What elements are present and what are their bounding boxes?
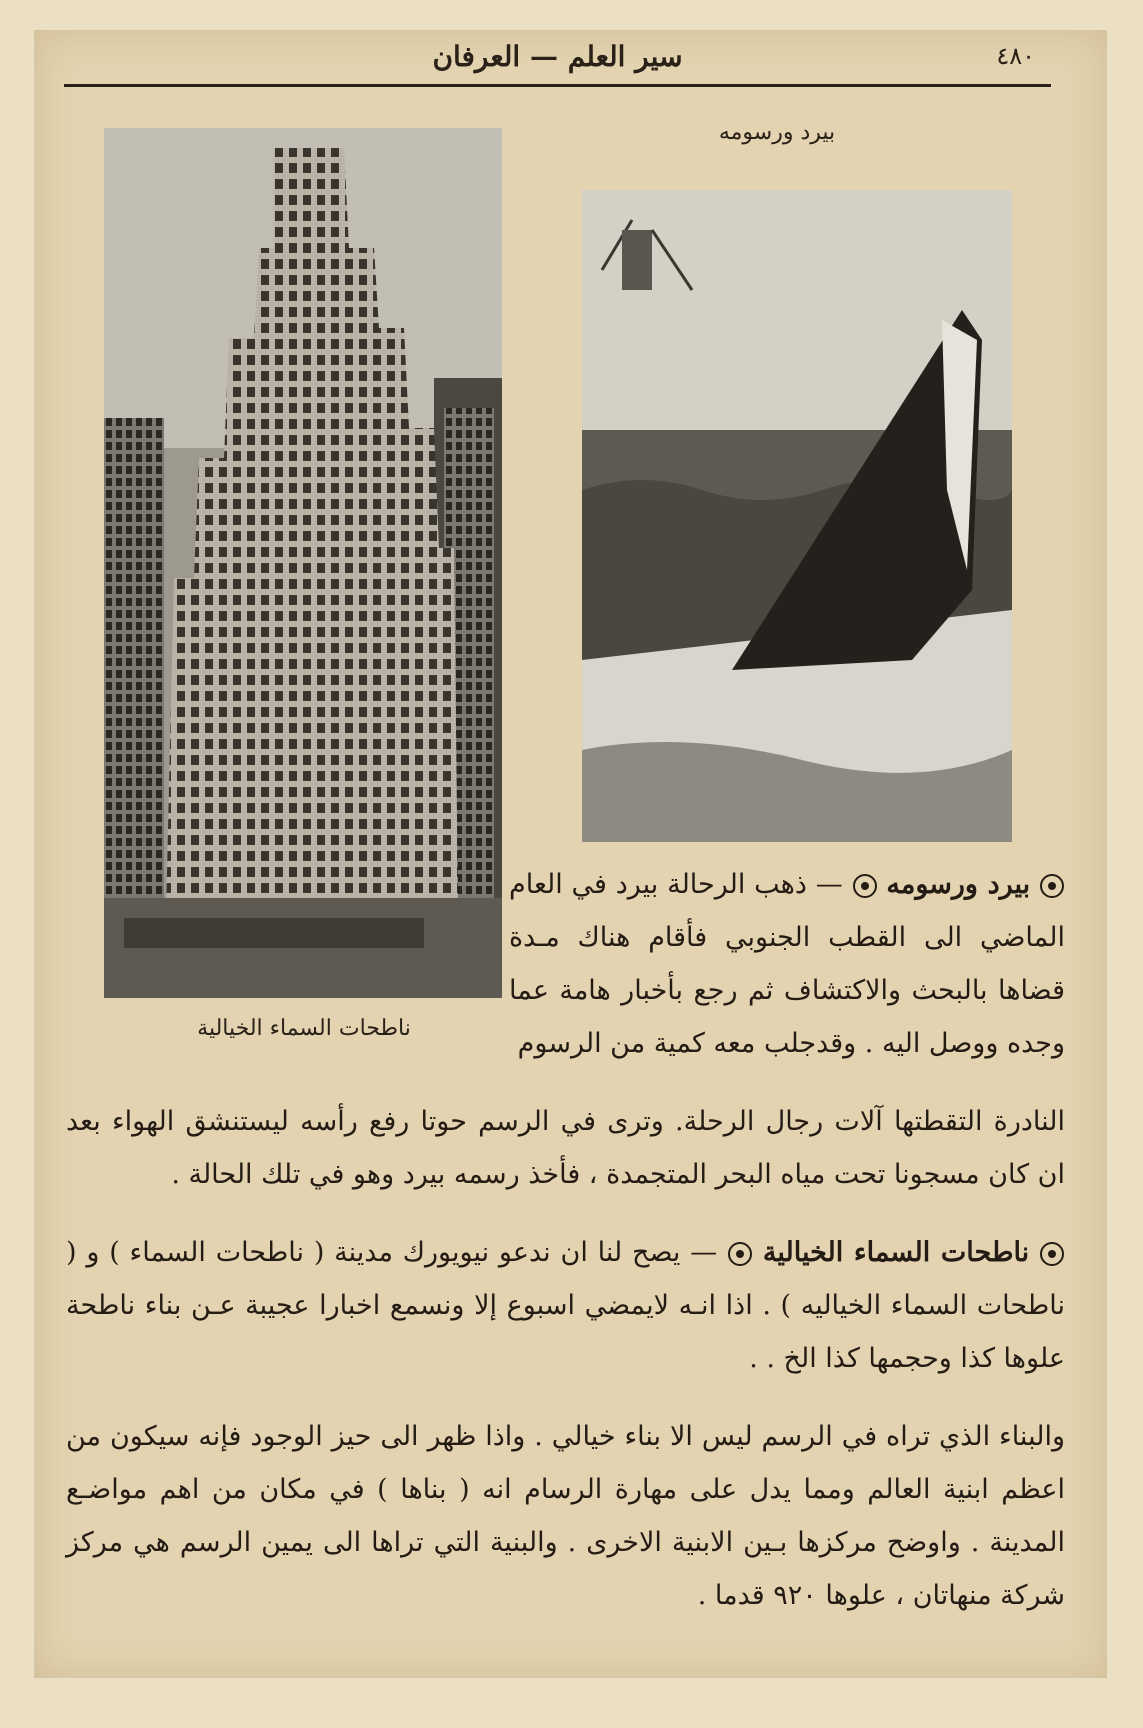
whale-photo-caption: بيرد ورسومه — [718, 120, 836, 145]
flower-ornament-icon — [1039, 1241, 1065, 1267]
flower-ornament-icon — [1039, 873, 1065, 899]
byrd-heading: بيرد ورسومه — [886, 869, 1031, 900]
page-number: ٤٨٠ — [996, 42, 1035, 70]
whale-illustration — [582, 190, 1012, 842]
byrd-paragraph-top — [509, 858, 1065, 1070]
skyscrapers-text: — يصح لنا ان ندعو نيويورك مدينة ( ناطحات السماء ) و ( ناطحات السماء الخياليه ) . اذا انـه لايمضي اسبوع إلا ونسمع اخبارا عجيبة عـن بناء ناطحة علوها كذا وحجمها كذا الخ . . — [66, 1237, 1065, 1374]
skyscraper-illustration — [104, 128, 502, 998]
page-header — [64, 38, 1051, 78]
flower-ornament-icon — [727, 1241, 753, 1267]
skyscrapers-paragraph-2: والبناء الذي تراه في الرسم ليس الا بناء خيالي . واذا ظهر الى حيز الوجود فإنه سيكون من اعظم ابنية العالم ومما يدل على مهارة الرسام انه ( بناها ) في مكان من اهم مواضـع المدينة . واوضح مركزها بـين الابنية الاخرى . والبنية التي تراها الى يمين الرسم هي مركز شركة منهاتان ، علوها ٩٢٠ قدما . — [66, 1421, 1065, 1611]
whale-photo — [582, 190, 1012, 842]
document-page — [34, 30, 1107, 1678]
header-rule — [64, 84, 1051, 87]
byrd-text-top: — ذهب الرحالة بيرد في العام الماضي الى القطب الجنوبي فأقام هناك مـدة قضاها بالبحث والاكتشاف ثم رجع بأخبار هامة عما وجده ووصل اليه . وقدجلب معه كمية من الرسوم — [509, 869, 1065, 1059]
flower-ornament-icon — [852, 873, 878, 899]
skyscrapers-heading: ناطحات السماء الخيالية — [762, 1237, 1030, 1268]
running-title: سير العلم — العرفان — [432, 40, 683, 73]
skyscraper-photo — [104, 128, 502, 998]
skyscrapers-paragraph — [66, 1226, 1065, 1385]
skyscraper-photo-caption: ناطحات السماء الخيالية — [197, 1016, 411, 1041]
byrd-paragraph-bottom: النادرة التقطتها آلات رجال الرحلة. وترى في الرسم حوتا رفع رأسه ليستنشق الهواء بعد ان كان مسجونا تحت مياه البحر المتجمدة ، فأخذ رسمه بيرد وهو في تلك الحالة . — [66, 1106, 1065, 1190]
